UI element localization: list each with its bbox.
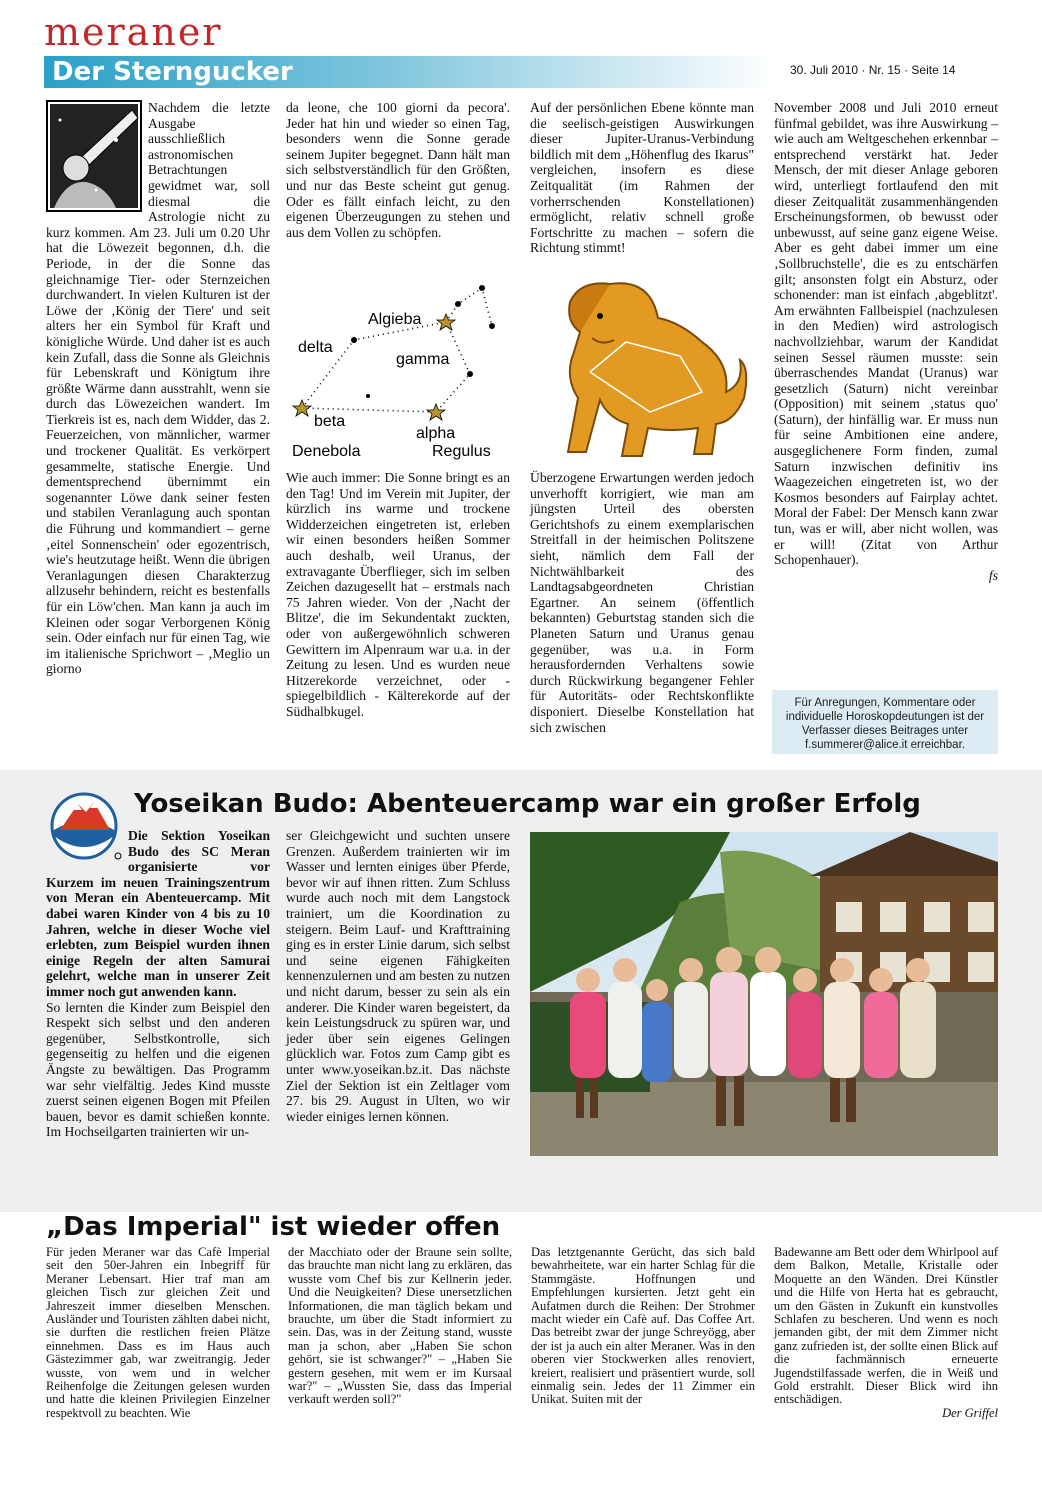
astronomer-telescope-icon: [46, 100, 142, 212]
yoseikan-group-photo: [530, 832, 998, 1156]
imperial-signature: Der Griffel: [942, 1405, 998, 1420]
yoseikan-headline: Yoseikan Budo: Abenteuercamp war ein großer Erfolg: [134, 789, 921, 819]
imperial-column-2: der Macchiato oder der Braune sein sollte, das brauchte man nicht lang zu erklären, das wusste vom Chef bis zur Kellnerin jeder. Und die Neuigkeiten? Diese unersetzlichen Informationen, die man täglich bekam und brauchte, um über die Stadt informiert zu sein. Das, was in der Zeitung stand, wusste man ja schon, aber „Haben Sie schon gehört, sie ist schwanger?" – „Haben Sie gestern gesehen, mit wem er im Kursaal war?" – „Wussten Sie, dass das Imperial verkauft werden soll?": [288, 1245, 512, 1407]
sterngucker-column-2-bottom: Wie auch immer: Die Sonne bringt es an den Tag! Und im Verein mit Jupiter, der kürzlich ins warme und trockene Widderzeichen eingetreten ist, erleben wir einen besonders heißen Sommer auch deshalb, weil Uranus, der extravagante Überflieger, sich im selben Zeichen dazugesellt hat – erstmals nach 75 Jahren wieder. Von der ‚Nacht der Blitze', die im Sekundentakt zuckten, oder von außergewöhnlich schweren Gewittern im Alpenraum war u.a. in der Zeitung zu lesen. Und es wurden neue Hitzerekorde verzeichnet, oder - spiegelbildlich - Kälterekorde auf der Südhalbkugel.: [286, 470, 510, 719]
star-label-denebola: Denebola: [292, 443, 361, 460]
sterngucker-signature: fs: [988, 567, 998, 583]
dateline: 30. Juli 2010 · Nr. 15 · Seite 14: [790, 63, 956, 77]
section-title: Der Sterngucker: [52, 57, 293, 87]
star-label-delta: delta: [298, 339, 333, 356]
imperial-column-1: Für jeden Meraner war das Cafè Imperial seit den 50er-Jahren ein Inbegriff für Meraner Lebensart. Hier traf man am gleichen Tisch zur gleichen Zeit und Jahreszeit immer dieselben Menschen. Ausländer und Touristen zählten dabei nicht, sie durften die restlichen freien Plätze einnehmen. Dass es im Haus auch Gästezimmer gab, war zweitrangig. Jeder wusste, von wem und in welcher Reihenfolge die Zeitungen gelesen wurden und hatte die kleinen Privilegien Einzelner respektvoll zu beachten. Wie: [46, 1245, 270, 1420]
author-contact-box: Für Anregungen, Kommentare oder individuelle Horoskopdeutungen ist der Verfasser dieses Beitrages unter f.summerer@alice.it erreichbar.: [772, 690, 998, 754]
star-label-alpha: alpha: [416, 425, 456, 442]
star-label-algieba: Algieba: [368, 311, 422, 328]
star-label-regulus: Regulus: [432, 443, 491, 460]
star-label-beta: beta: [314, 413, 346, 430]
masthead: meraner: [44, 10, 223, 54]
yoseikan-column-1: Die Sektion Yoseikan Budo des SC Meran organisierte vor Kurzem im neuen Trainingszentrum von Meran ein Abenteuercamp. Mit dabei waren Kinder von 4 bis zu 10 Jahren, welche in dieser Woche viel erlebten, zum Beispiel wurden ihnen einige Regeln der alten Samurai gelehrt, welche man in unserer Zeit immer noch gut anwenden kann. So lernten die Kinder zum Beispiel den Respekt sich selbst und den anderen gegenüber, Selbstkontrolle, sich gegenseitig zu helfen und die eigenen Ängste zu bewältigen. Das Programm war sehr vielfältig. Jedes Kind musste zuerst seinen eigenen Bogen mit Pfeilen bauen, bevor es damit schießen konnte. Im Hochseilgarten trainierten wir un-: [46, 828, 270, 1140]
sterngucker-column-4: November 2008 und Juli 2010 erneut fünfmal gebildet, was ihre Auswirkung – wie auch am Weltgeschehen erkennbar – entsprechend verstärkt hat. Jeder Mensch, der mit dieser Anlage geboren wird, unterliegt fortlaufend den mit dieser Zeitqualität zusammenhängenden Erscheinungsformen, ob bewusst oder unbewusst, auf seine ganz eigene Weise. Aber es geht dabei immer um eine ‚Sollbruchstelle', die es zu entschärfen gilt; ansonsten folgt ein Absturz, oder schonender: man ist einfach ‚abgeblitzt'. Am erwähnten Fallbeispiel (nachzulesen in den Medien) wird astrologisch nachvollziehbar, warum der Kandidat seinen Sessel räumen musste: sein überraschendes Mandat (Uranus) war gesetzlich (Saturn) nicht vereinbar (Opposition) mit seinem ‚status quo' (Saturn), der hinfällig war. Er muss nun für seine Ambitionen eine andere, ausgeglichenere Form finden, zumal Saturn inzwischen definitiv ins Waagezeichen eingetreten ist, wo der Kosmos besonders auf Fairplay achtet. Moral der Fabel: Der Mensch kann zwar tun, was er will, aber nicht wollen, was er will! (Zitat von Arthur Schopenhauer). fs: [774, 100, 998, 583]
star-label-gamma: gamma: [396, 351, 450, 368]
sterngucker-column-3-top: Auf der persönlichen Ebene könnte man die seelisch-geistigen Auswirkungen dieser Jupiter-Uranus-Verbindung bildlich mit dem „Höhenflug des Ikarus" vergleichen, insofern es diese Zeitqualität (im Rahmen der vorherrschenden Konstellationen) ermöglicht, relativ schnell große Fortschritte zu machen – sofern die Richtung stimmt!: [530, 100, 754, 256]
imperial-headline: „Das Imperial" ist wieder offen: [46, 1212, 501, 1242]
yoseikan-lead: Die Sektion Yoseikan Budo des SC Meran organisierte vor Kurzem im neuen Trainingszentrum von Meran ein Abenteuercamp. Mit dabei waren Kinder von 4 bis zu 10 Jahren, welche in dieser Woche viel erlebten, zum Beispiel wurden ihnen einige Regeln der alten Samurai gelehrt, welche man in unserer Zeit immer noch gut anwenden kann.: [46, 828, 270, 999]
imperial-column-4: Badewanne am Bett oder dem Whirlpool auf dem Balkon, Metalle, Kristalle oder Moquette an den Wänden. Drei Künstler und die Hilfe von Herta hat es gebraucht, um den Gästen in Zukunft ein kunstvolles Schlafen zu bescheren. Und wenn es noch jemanden gibt, der mit dem Zimmer nicht ganz zufrieden ist, der sollte einen Blick auf die fachmännisch erneuerte Jugendstilfassade werfen, die in Weiß und Gold erstrahlt. Dieser Blick wird ihn entschädigen. Der Griffel: [774, 1245, 999, 1420]
sterngucker-column-3-bottom: Überzogene Erwartungen werden jedoch unverhofft korrigiert, wie man am jüngsten Urteil des obersten Gerichtshofs zu einem exemplarischen Streitfall in der heimischen Politszene sieht, nämlich dem Fall der Nichtwählbarkeit des Landtagsabgeordneten Christian Egartner. An seinem (öffentlich bekannten) Geburtstag standen sich die Planeten Saturn und Uranus genau gegenüber, was u.a. in Form herausfordernden Verhaltens sowie durch Rückwirkung begangener Fehler für Autoritäts- oder Rechtskonflikte disponiert. Dieselbe Konstellation hat sich zwischen: [530, 470, 754, 735]
leo-constellation-diagram: [286, 278, 510, 466]
yoseikan-column-2: ser Gleichgewicht und suchten unsere Grenzen. Außerdem trainierten wir im Wasser und lernten einiges über Pferde, bevor wir auf ihnen ritten. Zum Schluss wurde auch noch mit dem Langstock trainiert, um die Koordination zu steigern. Beim Lauf- und Krafttraining ging es in erster Linie darum, sich selbst und seine eigenen Fähigkeiten kennenzulernen und am besten zu nutzen und nicht darum, besser zu sein als ein anderer. Die Kinder waren begeistert, da kein Leistungsdruck zu spüren war, und jeder über sein eigenes Gelingen glücklich war. Fotos zum Camp gibt es unter www.yoseikan.bz.it. Das nächste Ziel der Sektion ist ein Zeltlager vom 27. bis 29. August in Ulten, wo wir wieder einiges lernen können.: [286, 828, 510, 1124]
sterngucker-column-1: Nachdem die letzte Ausgabe ausschließlich astronomischen Betrachtungen gewidmet war, soll diesmal die Astrologie nicht zu kurz kommen. Am 23. Juli um 0.20 Uhr hat die Löwezeit begonnen, d.h. die Periode, in der die Sonne das gleichnamige Tier- oder Sternzeichen durchwandert. In vielen Kulturen ist der Löwe der ‚König der Tiere' und seit alters her ein Symbol für Kraft und königliche Würde. Und daher ist es auch kein Zufall, dass die Sonne als Gleichnis für Lebenskraft und Königtum ihre größte Wärme dann ausstrahlt, wenn sie durch das Löwezeichen wandert. Im Tierkreis ist es, nach dem Widder, das 2. Feuerzeichen, von männlicher, warmer und trockener Qualität. Es verkörpert gesammelte, statische Energie. Und dementsprechend übernimmt ein sogenannter Löwe dank seiner festen und stabilen Veranlagung auch spontan die Führung und kommandiert – gerne ‚eitel Sonnenschein' oder egozentrisch, wie's heutzutage heißt. Wenn die übrigen Veranlagungen diesen Charakterzug allzusehr behindern, reicht es bestenfalls für ein Löw'chen. Man kann ja auch im Kleinen oder sogar Verborgenen König sein. Oder einfach nur für einen Tag, wie im italienische Sprichwort – ‚Meglio un giorno: [46, 100, 270, 677]
lion-constellation-icon: [530, 272, 752, 468]
sterngucker-column-2-top: da leone, che 100 giorni da pecora'. Jeder hat hin und wieder so einen Tag, besonders wenn die Sonne gerade seinem Jupiter begegnet. Dann hält man sich selbstverständlich für den Größten, und nur das Beste scheint gut genug. Oder es fällt einfach leicht, zu den eigenen Überzeugungen zu stehen und aus dem Vollen zu schöpfen.: [286, 100, 510, 240]
imperial-column-3: Das letztgenannte Gerücht, das sich bald bewahrheitete, war ein harter Schlag für die Stammgäste. Hoffnungen und Empfehlungen kursierten. Jetzt geht ein Aufatmen durch die Reihen: Der Strohmer macht wieder ein Cafè auf. Das Coffee Art. Das betreibt zwar der junge Schreyögg, aber der ist ja auch ein alter Meraner. Was in den oberen vier Stockwerken alles renoviert, kreiert, realisiert und präsentiert wurde, soll einmalig sein. Jedes der 11 Zimmer ein Unikat. Suiten mit der: [531, 1245, 755, 1407]
